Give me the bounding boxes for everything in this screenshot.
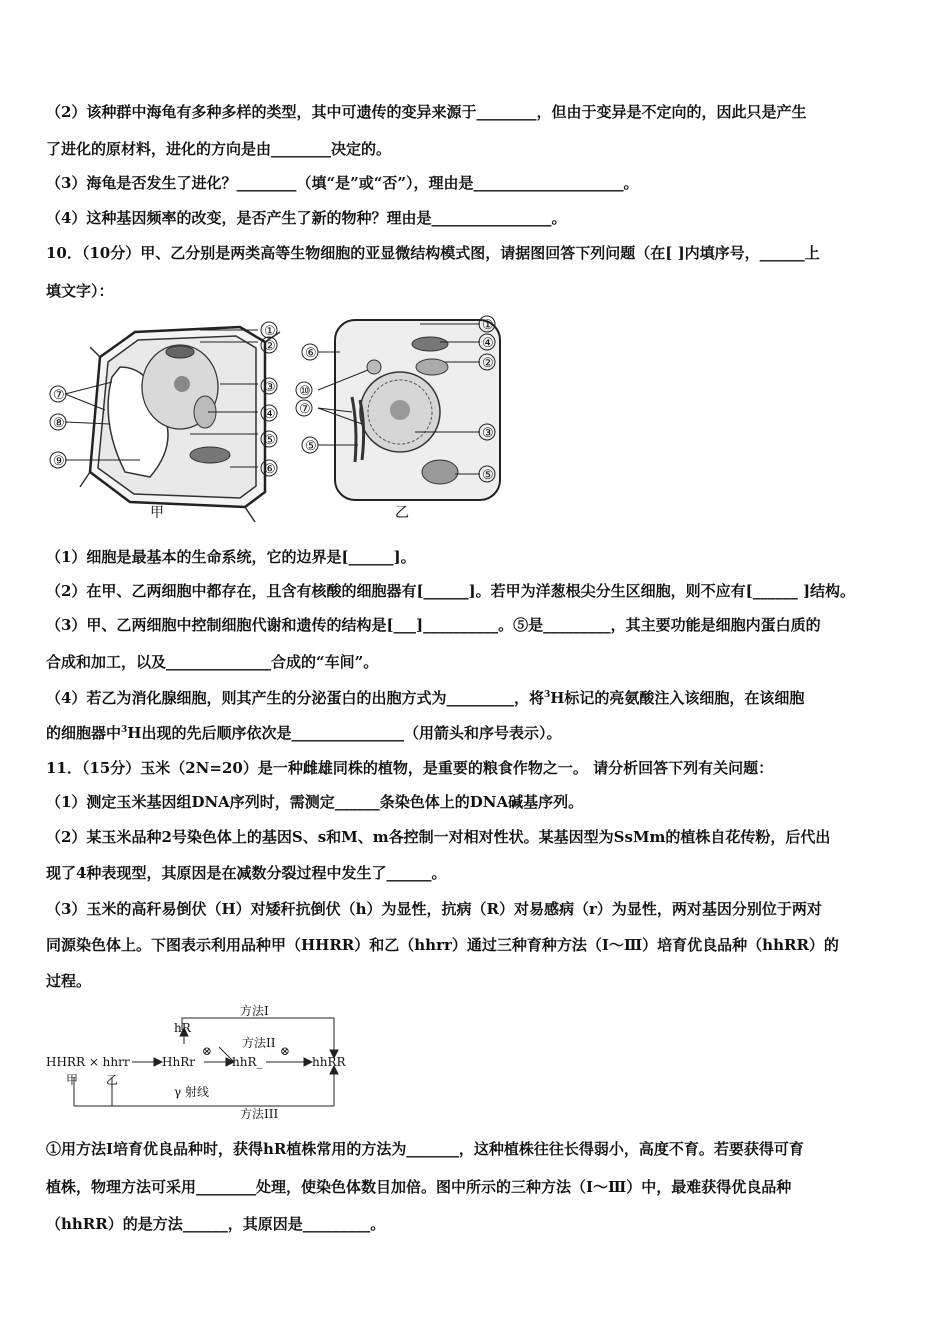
label-6: ⑥	[264, 462, 276, 477]
text-line: （2）在甲、乙两细胞中都存在，且含有核酸的细胞器有[______]。若甲为洋葱根尖分生区细胞，则不应有[______ ]结构。	[46, 582, 856, 600]
label-1: ①	[482, 318, 494, 333]
yi-label: 乙	[106, 1073, 119, 1087]
label-5: ⑤	[482, 468, 494, 483]
selfing-symbol: ⊗	[280, 1044, 291, 1058]
q4-part-d: H出现的先后顺序依次是_______________（用箭头和序号表示）。	[127, 724, 562, 742]
cross-label: HHRR × hhrr	[46, 1055, 130, 1069]
label-2: ②	[264, 339, 276, 354]
label-3: ③	[264, 380, 276, 395]
cell-diagram	[40, 312, 520, 527]
text-line: 现了4种表现型，其原因是在减数分裂过程中发生了______。	[46, 864, 447, 882]
label-4: ④	[482, 336, 494, 351]
text-line: （3）甲、乙两细胞中控制细胞代谢和遗传的结构是[___]__________。⑤是_________，其主要功能是细胞内蛋白质的	[46, 616, 821, 634]
q4-part-b: H标记的亮氨酸注入该细胞，在该细胞	[550, 689, 805, 707]
text-line: （4）这种基因频率的改变，是否产生了新的物种？理由是________________。	[46, 209, 567, 227]
text-line: （1）细胞是最基本的生命系统，它的边界是[______]。	[46, 548, 416, 566]
hhRR-label: hhRR	[312, 1055, 346, 1069]
label-1: ①	[264, 324, 276, 339]
label-4: ④	[264, 407, 276, 422]
text-line: （2）该种群中海龟有多种多样的类型，其中可遗传的变异来源于________，但由于变异是不定向的，因此只是产生	[46, 103, 807, 121]
label-5: ⑤	[305, 439, 317, 454]
text-line: （3）玉米的高秆易倒伏（H）对矮秆抗倒伏（h）为显性，抗病（R）对易感病（r）为显性，两对基因分别位于两对	[46, 900, 822, 918]
superscript: 3	[121, 725, 128, 735]
method-2-label: 方法II	[242, 1036, 276, 1050]
hhR-label: hhR_	[232, 1055, 263, 1069]
breeding-diagram	[44, 1002, 364, 1120]
animal-cell-yi	[296, 316, 500, 521]
method-3-label: 方法III	[240, 1107, 279, 1120]
label-3: ③	[482, 426, 494, 441]
q4-part-c: 的细胞器中	[46, 724, 122, 742]
label-10: ⑩	[299, 384, 311, 399]
label-5: ⑤	[264, 433, 276, 448]
selfing-symbol: ⊗	[202, 1044, 213, 1058]
text-line: ①用方法Ⅰ培育优良品种时，获得hR植株常用的方法为_______，这种植株往往长得弱小，高度不育。若要获得可育	[46, 1140, 804, 1158]
gamma-ray-label: γ 射线	[174, 1085, 209, 1099]
text-line: 植株，物理方法可采用________处理，使染色体数目加倍。图中所示的三种方法（Ⅰ～Ⅲ）中，最难获得优良品种	[46, 1178, 792, 1196]
hR-label: hR	[174, 1021, 191, 1035]
text-line	[46, 722, 910, 744]
text-line: 合成和加工，以及______________合成的“车间”。	[46, 653, 379, 671]
label-7: ⑦	[299, 402, 311, 417]
text-line: 过程。	[46, 972, 92, 990]
text-line: （3）海龟是否发生了进化？________（填“是”或“否”），理由是____________________。	[46, 174, 639, 192]
caption-jia: 甲	[150, 505, 164, 521]
text-line: 同源染色体上。下图表示利用品种甲（HHRR）和乙（hhrr）通过三种育种方法（Ⅰ～Ⅲ）培育优良品种（hhRR）的	[46, 936, 839, 954]
superscript: 3	[543, 690, 551, 700]
text-line: 了进化的原材料，进化的方向是由________决定的。	[46, 140, 392, 158]
label-2: ②	[482, 356, 494, 371]
text-line: 填文字）：	[46, 282, 114, 300]
label-9: ⑨	[53, 454, 65, 469]
question-11-title: 11．（15分）玉米（2N=20）是一种雌雄同株的植物，是重要的粮食作物之一。 请分析回答下列有关问题：	[46, 759, 774, 777]
HhRr-label: HhRr	[162, 1055, 195, 1069]
label-6: ⑥	[305, 346, 317, 361]
question-10-title: 10．（10分）甲、乙分别是两类高等生物细胞的亚显微结构模式图，请据图回答下列问题（在[ ]内填序号，______上	[46, 244, 820, 262]
text-line: （hhRR）的是方法______，其原因是_________。	[46, 1215, 386, 1233]
q4-part-a: （4）若乙为消化腺细胞，则其产生的分泌蛋白的出胞方式为_________，将	[46, 689, 544, 707]
text-line	[46, 687, 910, 709]
label-7: ⑦	[53, 388, 65, 403]
method-1-label: 方法I	[240, 1004, 269, 1018]
plant-cell-jia	[50, 322, 280, 522]
text-line: （2）某玉米品种2号染色体上的基因S、s和M、m各控制一对相对性状。某基因型为SsMm的植株自花传粉，后代出	[46, 828, 831, 846]
label-8: ⑧	[53, 416, 65, 431]
jia-label: 甲	[66, 1073, 79, 1087]
caption-yi: 乙	[395, 505, 409, 521]
text-line: （1）测定玉米基因组DNA序列时，需测定______条染色体上的DNA碱基序列。	[46, 793, 584, 811]
